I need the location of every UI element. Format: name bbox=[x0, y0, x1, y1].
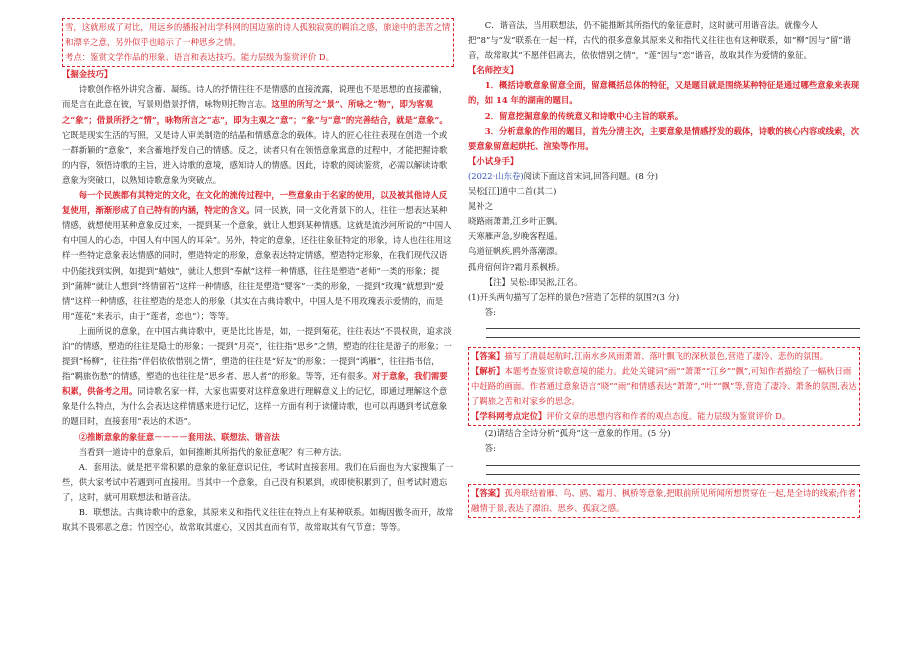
analysis-1 bbox=[471, 364, 857, 409]
method-heading: ②推断意象的象征意－－－－套用法、联想法、谐音法 bbox=[78, 431, 280, 442]
answer-1-text: 描写了清晨起航时,江南水乡风雨萧萧、落叶飘飞的深秋景色,营造了凄冷、悲伤的氛围。 bbox=[504, 350, 829, 361]
answer-label: 答: bbox=[484, 306, 496, 317]
p2-highlight: 每一个民族都有其特定的文化，在文化的流传过程中，一些意象由于名家的使用，以及被其他诗人反复使用，渐渐形成了自己特有的内涵，特定的含义。 bbox=[62, 190, 448, 216]
p1-text-b: 它既是现实生活的写照，又是诗人审美制造的结晶和情感意念的载体。诗人的匠心往往表现在创造一个或一群新颖的“意象”，来含蓄地抒发自己的情感。反之，读者只有在领悟意象寓意的过程中，才能把握诗歌的内容，领悟诗歌的主旨，进入诗歌的意境，感知诗人的情感。因此，诗歌的阅读鉴赏，必需以解读诗歌意象为突破口，以熟知诗歌意象为突破点。 bbox=[62, 129, 448, 185]
answer-1-box bbox=[468, 347, 860, 426]
answer-1 bbox=[471, 349, 857, 364]
mingshi-heading: 【名师控支】 bbox=[468, 65, 519, 76]
continued-answer bbox=[62, 18, 454, 67]
p3-highlight: 对于意象，我们需要积累，供备考之用。 bbox=[62, 371, 448, 397]
question-2: (2)请结合全诗分析“孤舟”这一意象的作用。(5 分) bbox=[484, 428, 671, 439]
poem-line: 鸟道征帆疾,鸥外落潮漂。 bbox=[468, 246, 563, 257]
poem-line: 天寒雁声急,岁晚客程遥。 bbox=[468, 231, 563, 242]
kaodian-label: 【学科网考点定位】 bbox=[471, 411, 547, 422]
method-intro: 当看到一道诗中的意象后，如何推断其所指代的象征意呢？有三种方法。 bbox=[78, 446, 347, 457]
analysis-text: 本题考查鉴赏诗歌意境的能力。此处关键词“雨”“萧萧”“江乡”“飘”,可知作者描绘了一幅秋日雨中赶路的画面。作者通过意象语言“晓”“雨”和情感表达“萧萧”,“叶”“飘”等,营造了凄冷、萧条的氛围,表达了羁旅之苦和对家乡的思念。 bbox=[471, 365, 857, 407]
p3-text-a: 上面所说的意象，在中国古典诗歌中，更是比比皆是，如，一提到菊花，往往表达“不畏权贵，追求淡泊”的情感，塑造的往往是隐士的形象；一提到“月亮”，往往指“思乡”之情，塑造的往往是游子的形象；一提到“杨柳”，往往指“伴侣依依惜别之情”，塑造的往往是“好友”的形象；一提到“鸿雁”，往往指书信，指“羁旅伤愁”的情感，塑造的也往往是“思乡者、思人者”的形象。等等，还有很多。 bbox=[62, 325, 452, 382]
answer-line bbox=[486, 337, 860, 338]
shishen-heading: 【小试身手】 bbox=[468, 155, 519, 166]
tip-2: 2．留意挖掘意象的传统意义和诗歌中心主旨的联系。 bbox=[484, 110, 684, 121]
method-b: B．联想法。古典诗歌中的意象，其原来义和指代义往往在特点上有某种联系。如梅因傲冬而开，故常取其不畏邪恶之意；竹因空心，故常取其虚心，又因其直而有节，故常取其有气节意；等等。 bbox=[62, 507, 454, 533]
answer-2-text: 孤舟联结着雁、鸟、鸥、霜月、枫桥等意象,把眼前所见所闻所想贯穿在一起,是全诗的线索;作者融情于景,表达了漂泊、思乡、孤寂之感。 bbox=[471, 487, 857, 513]
method-c: C．谐音法，当用联想法，仍不能推断其所指代的象征意时，这时就可用谐音法。就像今人把“8”与“发”联系在一起一样，古代的很多意象其原来义和指代义往往也有这种联系，如“柳”因与“留”谐音，故常取其“不愿伴侣离去，依依惜别之情”，“莲”因与“恋”谐音，故取其作为爱情的象征。 bbox=[468, 20, 851, 61]
paragraph-1 bbox=[62, 82, 454, 188]
question-source: (2022·山东卷) bbox=[468, 170, 524, 181]
paragraph-3 bbox=[62, 324, 454, 430]
analysis-label: 【解析】 bbox=[471, 365, 505, 376]
answer-2-label: 【答案】 bbox=[471, 487, 505, 498]
tip-3: 3．分析意象的作用的题目，首先分清主次，主要意象是情感抒发的载体，诗歌的核心内容或线索，次要意象留意起烘托、渲染等作用。 bbox=[468, 125, 860, 151]
kaodian-text: 评价文章的思想内容和作者的观点态度。能力层级为鉴赏评价 D。 bbox=[546, 411, 791, 422]
tips-heading: 【掘金技巧】 bbox=[62, 69, 113, 80]
paragraph-2 bbox=[62, 188, 454, 324]
method-a: A．套用法。就是把平常积累的意象的象征意识记住，考试时直接套用。我们在后面也为大家搜集了一些，供大家考试中若遇到可直接用。当其中一个意象，自己没有积累到，或即使积累到了，但考试时遗忘了，这时，就可用联想法和谐音法。 bbox=[62, 461, 454, 502]
p1-highlight: 这里的所写之“景”、所咏之“物”，即为客观之“象”；借景所抒之“情”，咏物所言之“志”，即为主观之“意”；“象”与“意”的完善结合，就是“意象”。 bbox=[62, 99, 448, 125]
poem-title: 吴松[江]道中二首(其二) bbox=[468, 186, 557, 197]
question-intro bbox=[468, 169, 860, 184]
continued-kaodian: 考点：鉴赏文学作品的形象、语言和表达技巧。能力层级为鉴赏评价 D。 bbox=[65, 52, 334, 63]
poem-line: 晓路雨萧萧,江乡叶正飘。 bbox=[468, 216, 563, 227]
answer-1-label: 【答案】 bbox=[471, 350, 505, 361]
poem-author: 晁补之 bbox=[468, 201, 494, 212]
answer-line bbox=[486, 474, 860, 475]
answer-2 bbox=[471, 486, 857, 516]
answer-line bbox=[486, 465, 860, 466]
question-1: (1)开头两句描写了怎样的景色?营造了怎样的氛围?(3 分) bbox=[468, 291, 680, 302]
continued-answer-text: 雪，这就形成了对比，用远乡的播报衬出学科网的国边塞的诗人孤独寂寞的羁泊之感，旅途中的悲苦之情和漂辛之意，另外似乎也暗示了一种思乡之情。 bbox=[65, 22, 451, 48]
question-intro-text: 阅读下面这首宋词,回答问题。(8 分) bbox=[523, 170, 659, 181]
kaodian-1 bbox=[471, 409, 857, 424]
right-column bbox=[468, 18, 860, 518]
p1-text-a: 诗歌创作格外讲究含蓄、凝练。诗人的抒情往往不是情感的直接流露，说理也不是思想的直接灌输，而是言在此意在彼，写景则借景抒情，咏物则托物言志。 bbox=[62, 84, 448, 110]
left-column bbox=[62, 18, 454, 535]
p2-text: 同一民族，同一文化背景下的人，往往一想表达某种情感，就想使用某种意象反过来，一提到某一个意象，就让人想到某种情感。这就是流沙河所说的“中国人有中国人的心态，中国人有中国人的耳朵”。另外，特定的意象，还往往象征特定的形象，诗人也往往用这样一些特定意象表达情感的同时，塑造特定的形象，意象表达特定情感，塑造特定形象，在我们现代汉语中仍能找到实例，如提到“蜡烛”，就让人想到“奉献”这样一种情感，往往是塑造“老师”一类的形象；提到“蒲牌”就让人想到“终情留若”这样一种情感，往往是塑造“婴客”一类的形象，一提到“玫瑰”就想到“爱情”这样一种情感，往往塑造的是恋人的形象（其实在古典诗歌中，中国人是不用玫瑰表示爱情的，而是用“莲花”来表示，由于“莲者，恋也”）；等等。 bbox=[62, 205, 452, 321]
poem-line: 孤舟宿何许?霜月系枫桥。 bbox=[468, 261, 565, 272]
answer-line bbox=[486, 328, 860, 329]
poem-note: 【注】吴松:即吴淞,江名。 bbox=[484, 276, 583, 287]
p3-text-b: 同诗歌名家一样，大家也需要对这样意象进行理解意义上的记忆，即通过理解这个意象是什么特点，为什么会表达这样情感来进行记忆，这样一方面有利于读懂诗歌，也可以再遇到考试意象的题目时，直接套用“表达的术语”。 bbox=[62, 386, 448, 427]
answer-2-box bbox=[468, 484, 860, 518]
tip-1: 1．概括诗歌意象留意全面，留意概括总体的特征，又是题目就是围绕某种特征是通过哪些意象来表现的，如 14 年的湖南的题目。 bbox=[468, 80, 860, 106]
answer-label: 答: bbox=[484, 443, 496, 454]
